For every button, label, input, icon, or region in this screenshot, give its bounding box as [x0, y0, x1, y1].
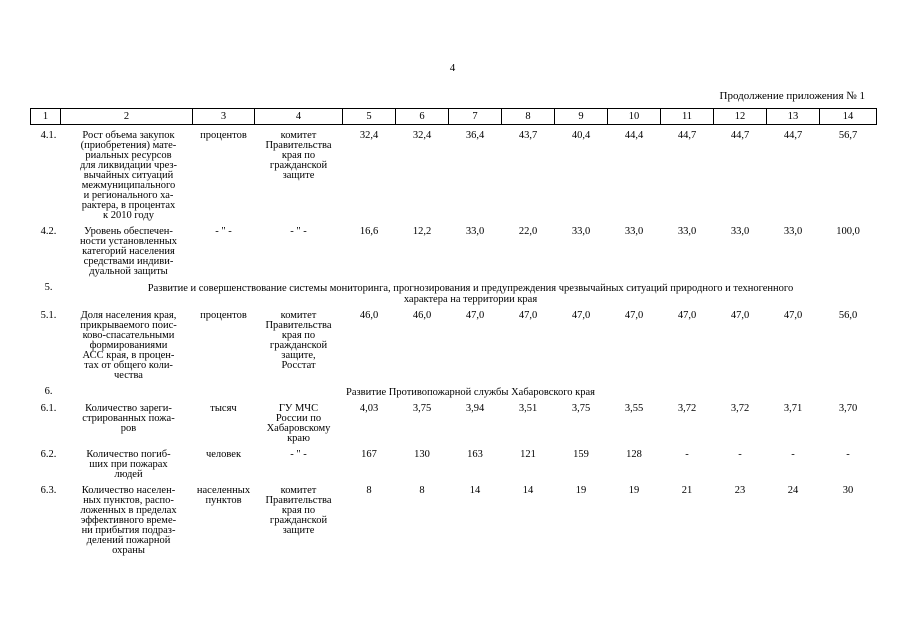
value-cell: 40,4 [571, 130, 591, 141]
value-cell: 3,70 [838, 403, 858, 414]
indicator-name-line: рактера, в процентах [81, 200, 176, 211]
responsible-body-line: - " - [290, 449, 307, 460]
indicator-name-line: и регионального ха- [83, 190, 174, 201]
responsible-body-line: Правительства [265, 140, 332, 151]
value-cell: 47,0 [465, 310, 485, 321]
value-cell: 22,0 [518, 226, 538, 237]
column-number-header: 11 [661, 109, 714, 125]
indicator-name [61, 131, 193, 221]
responsible-body-line: защите [282, 525, 315, 536]
indicator-name-line: (приобретения) мате- [80, 140, 177, 151]
unit-of-measure [193, 311, 255, 381]
value-cell: 159 [573, 449, 589, 460]
unit-of-measure [193, 450, 255, 480]
value-cell: 46,0 [359, 310, 379, 321]
section-row [31, 283, 877, 305]
indicator-name-line: людей [114, 469, 143, 480]
indicator-name-line: Рост объема закупок [82, 130, 175, 141]
indicator-name-line: эффективного време- [80, 515, 177, 526]
indicator-name-line: к 2010 году [103, 210, 154, 221]
indicator-name-line: межмуниципального [81, 180, 176, 191]
continuation-label: Продолжение приложения № 1 [719, 90, 865, 102]
indicator-name [61, 311, 193, 381]
value-cell: 47,0 [518, 310, 538, 321]
column-number-header: 14 [820, 109, 877, 125]
indicator-name-line: дуальной защиты [89, 266, 168, 277]
responsible-body-line: края по [281, 330, 316, 341]
responsible-body-line: ГУ МЧС [278, 403, 319, 414]
value-cell: - [791, 449, 795, 460]
section-title-line: Развитие и совершенствование системы мониторинга, прогнозирования и предупреждения чрезвычайных ситуаций природного и техногенного [147, 283, 794, 294]
table-body [31, 125, 877, 557]
responsible-body [255, 450, 343, 480]
value-cell: 19 [575, 485, 587, 496]
value-cell: 23 [734, 485, 746, 496]
value-cell: 24 [787, 485, 799, 496]
indicator-name [61, 450, 193, 480]
value-cell: - [738, 449, 742, 460]
value-cell: 33,0 [571, 226, 591, 237]
page-number: 4 [449, 62, 456, 74]
value-cell: 33,0 [783, 226, 803, 237]
unit-of-measure [193, 131, 255, 221]
value-cell: 44,7 [730, 130, 750, 141]
indicator-name-line: для ликвидации чрез- [79, 160, 178, 171]
section-row [31, 387, 877, 398]
indicator-name-line: ров [120, 423, 137, 434]
responsible-body [255, 131, 343, 221]
responsible-body [255, 311, 343, 381]
unit-of-measure [193, 486, 255, 556]
column-number-header: 5 [343, 109, 396, 125]
value-cell: 32,4 [412, 130, 432, 141]
responsible-body-line: России по [275, 413, 322, 424]
responsible-body-line: Правительства [265, 320, 332, 331]
unit-of-measure-line: процентов [200, 130, 247, 141]
table-row [31, 311, 877, 381]
row-number: 6.2. [40, 449, 57, 460]
value-cell: 8 [366, 485, 372, 496]
value-cell: 47,0 [571, 310, 591, 321]
row-number: 4.1. [40, 130, 57, 141]
unit-of-measure-line: человек [205, 449, 242, 460]
indicator-name-line: категорий населения [82, 246, 175, 257]
indicator-name-line: ных пунктов, распо- [83, 495, 174, 506]
responsible-body-line: гражданской [269, 515, 328, 526]
table-row [31, 404, 877, 444]
column-number-header: 10 [608, 109, 661, 125]
value-cell: 128 [626, 449, 642, 460]
indicator-name-line: охраны [112, 545, 145, 556]
value-cell: 3,72 [730, 403, 750, 414]
indicator-name [61, 227, 193, 277]
value-cell: 47,0 [730, 310, 750, 321]
indicator-name-line: ших при пожарах [89, 459, 168, 470]
responsible-body-line: Правительства [265, 495, 332, 506]
row-number: 4.2. [40, 226, 57, 237]
value-cell: 163 [467, 449, 483, 460]
column-number-header: 13 [767, 109, 820, 125]
row-number: 6.3. [40, 485, 57, 496]
indicator-name-line: ни прибытия подраз- [81, 525, 176, 536]
value-cell: 44,7 [783, 130, 803, 141]
unit-of-measure-line: - " - [215, 226, 232, 237]
value-cell: 30 [842, 485, 854, 496]
indicator-name [61, 404, 193, 444]
section-number: 6. [44, 386, 53, 397]
value-cell: 33,0 [624, 226, 644, 237]
responsible-body [255, 486, 343, 556]
value-cell: 16,6 [359, 226, 379, 237]
indicator-name-line: чества [114, 370, 143, 381]
indicator-name-line: Доля населения края, [80, 310, 177, 321]
value-cell: 3,55 [624, 403, 644, 414]
indicator-name-line: прикрываемого поис- [80, 320, 177, 331]
responsible-body-line: комитет [280, 485, 317, 496]
column-number-header: 3 [193, 109, 255, 125]
value-cell: 4,03 [359, 403, 379, 414]
value-cell: 43,7 [518, 130, 538, 141]
value-cell: - [685, 449, 689, 460]
value-cell: 44,4 [624, 130, 644, 141]
column-number-header: 6 [396, 109, 449, 125]
table-row [31, 450, 877, 480]
value-cell: 130 [414, 449, 430, 460]
indicators-table [30, 108, 877, 556]
unit-of-measure-line: населенных [196, 485, 251, 496]
indicator-name-line: тах от общего коли- [84, 360, 173, 371]
indicator-name-line: ково-спасательными [82, 330, 175, 341]
value-cell: 44,7 [677, 130, 697, 141]
responsible-body-line: края по [281, 505, 316, 516]
row-number: 6.1. [40, 403, 57, 414]
responsible-body-line: комитет [280, 310, 317, 321]
value-cell: 33,0 [677, 226, 697, 237]
responsible-body-line: - " - [290, 226, 307, 237]
table-row [31, 486, 877, 556]
section-title-line: Развитие Противопожарной службы Хабаровского края [346, 387, 595, 398]
responsible-body-line: защите, [281, 350, 316, 361]
indicator-name-line: вычайных ситуаций [83, 170, 174, 181]
responsible-body [255, 227, 343, 277]
column-number-header: 4 [255, 109, 343, 125]
indicator-name-line: средствами индиви- [83, 256, 174, 267]
value-cell: 47,0 [624, 310, 644, 321]
column-number-header: 12 [714, 109, 767, 125]
value-cell: 33,0 [730, 226, 750, 237]
indicator-name [61, 486, 193, 556]
responsible-body-line: гражданской [269, 340, 328, 351]
value-cell: 36,4 [465, 130, 485, 141]
value-cell: 3,94 [465, 403, 485, 414]
value-cell: 47,0 [783, 310, 803, 321]
value-cell: 3,75 [571, 403, 591, 414]
unit-of-measure-line: тысяч [210, 403, 237, 414]
value-cell: 3,72 [677, 403, 697, 414]
value-cell: - [846, 449, 850, 460]
value-cell: 21 [681, 485, 693, 496]
value-cell: 47,0 [677, 310, 697, 321]
value-cell: 56,0 [838, 310, 858, 321]
indicator-name-line: ложенных в пределах [80, 505, 177, 516]
value-cell: 12,2 [412, 226, 432, 237]
indicator-name-line: делений пожарной [86, 535, 171, 546]
section-number: 5. [44, 282, 53, 293]
value-cell: 100,0 [836, 226, 860, 237]
indicator-name-line: Количество населен- [81, 485, 176, 496]
value-cell: 32,4 [359, 130, 379, 141]
value-cell: 3,75 [412, 403, 432, 414]
responsible-body-line: защите [282, 170, 315, 181]
responsible-body-line: гражданской [269, 160, 328, 171]
indicator-name-line: формированиями [89, 340, 168, 351]
indicator-name-line: Количество зареги- [85, 403, 172, 414]
responsible-body-line: краю [287, 433, 310, 444]
value-cell: 56,7 [838, 130, 858, 141]
responsible-body [255, 404, 343, 444]
value-cell: 14 [522, 485, 534, 496]
unit-of-measure [193, 404, 255, 444]
unit-of-measure [193, 227, 255, 277]
section-title-line: характера на территории края [403, 294, 538, 305]
value-cell: 14 [469, 485, 481, 496]
responsible-body-line: Росстат [281, 360, 316, 371]
table-row [31, 131, 877, 221]
column-number-header: 8 [502, 109, 555, 125]
column-number-header: 9 [555, 109, 608, 125]
value-cell: 19 [628, 485, 640, 496]
column-number-header: 2 [61, 109, 193, 125]
value-cell: 33,0 [465, 226, 485, 237]
unit-of-measure-line: процентов [200, 310, 247, 321]
header-row [31, 109, 877, 125]
indicator-name-line: ности установленных [79, 236, 178, 247]
indicator-name-line: стрированных пожа- [82, 413, 175, 424]
indicator-name-line: Количество погиб- [86, 449, 171, 460]
value-cell: 3,51 [518, 403, 538, 414]
value-cell: 3,71 [783, 403, 803, 414]
section-title [61, 387, 877, 398]
indicator-name-line: риальных ресурсов [85, 150, 172, 161]
indicator-name-line: Уровень обеспечен- [84, 226, 173, 237]
indicator-name-line: АСС края, в процен- [82, 350, 175, 361]
value-cell: 167 [361, 449, 377, 460]
column-number-header: 1 [31, 109, 61, 125]
responsible-body-line: края по [281, 150, 316, 161]
responsible-body-line: Хабаровскому [266, 423, 331, 434]
row-number: 5.1. [40, 310, 57, 321]
value-cell: 8 [419, 485, 425, 496]
value-cell: 121 [520, 449, 536, 460]
value-cell: 46,0 [412, 310, 432, 321]
section-title [61, 283, 877, 305]
unit-of-measure-line: пунктов [205, 495, 242, 506]
column-number-header: 7 [449, 109, 502, 125]
responsible-body-line: комитет [280, 130, 317, 141]
table-row [31, 227, 877, 277]
